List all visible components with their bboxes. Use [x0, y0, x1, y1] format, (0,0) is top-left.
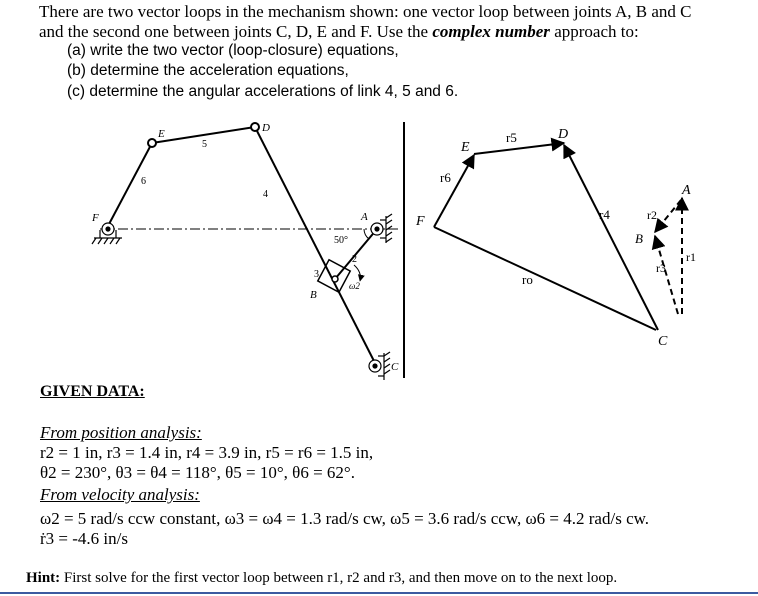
joint-b	[332, 276, 338, 282]
ground-f	[92, 223, 122, 244]
vec-label-ro: ro	[522, 272, 533, 287]
vector-r2	[655, 200, 681, 232]
vector-ro	[434, 227, 656, 330]
vec-label-r4: r4	[599, 207, 610, 222]
mech-label-e: E	[158, 128, 165, 140]
link-4	[255, 127, 375, 363]
position-line-1: r2 = 1 in, r3 = 1.4 in, r4 = 3.9 in, r5 = r6 = 1.5 in,	[40, 443, 374, 462]
vec-label-r5: r5	[506, 130, 517, 145]
hint	[26, 570, 617, 587]
mech-label-b: B	[310, 289, 317, 301]
vec-point-a: A	[682, 183, 691, 198]
mech-omega-label: ω2	[349, 281, 360, 291]
task-item-b: (b) determine the acceleration equations,	[67, 62, 349, 79]
position-heading: From position analysis:	[40, 423, 202, 442]
vector-r5	[474, 143, 564, 154]
vec-point-e: E	[461, 140, 470, 155]
angle-arc	[364, 229, 369, 239]
mech-link-5: 5	[202, 139, 207, 150]
mech-link-4: 4	[263, 189, 268, 200]
vector-r3	[655, 236, 678, 314]
joint-e	[148, 139, 156, 147]
task-item-a: (a) write the two vector (loop-closure) equations,	[67, 42, 399, 59]
mech-label-f: F	[92, 212, 99, 224]
vec-point-b: B	[635, 231, 643, 246]
mech-link-3: 3	[314, 269, 319, 280]
joint-d	[251, 123, 259, 131]
velocity-heading: From velocity analysis:	[40, 485, 200, 504]
position-line-2: θ2 = 230°, θ3 = θ4 = 118°, θ5 = 10°, θ6 = 62°.	[40, 463, 355, 482]
hint-label: Hint:	[26, 570, 61, 586]
ground-a	[371, 214, 392, 243]
vec-label-r6: r6	[440, 170, 451, 185]
vector-r6	[434, 155, 474, 227]
problem-line-2-pre: and the second one between joints C, D, E and F. Use the	[39, 22, 433, 41]
bottom-rule	[0, 592, 758, 594]
problem-line-1: There are two vector loops in the mechanism shown: one vector loop between joints A, B and C	[39, 2, 692, 21]
vector-r4	[564, 145, 658, 330]
complex-number-emphasis: complex number	[432, 22, 550, 41]
mechanism-sketch	[100, 123, 400, 363]
mech-angle-label: 50°	[334, 235, 348, 246]
mech-label-d: D	[262, 122, 270, 134]
velocity-line-1: ω2 = 5 rad/s ccw constant, ω3 = ω4 = 1.3 rad/s cw, ω5 = 3.6 rad/s ccw, ω6 = 4.2 rad/s cw.	[40, 509, 650, 528]
vector-loop-diagram	[434, 143, 682, 330]
omega-arrow	[354, 265, 360, 281]
given-heading: GIVEN DATA:	[40, 383, 145, 400]
vec-point-d: D	[558, 127, 569, 142]
vec-label-r1: r1	[686, 250, 696, 264]
vec-label-r3: r3	[656, 261, 666, 275]
velocity-line-2: ṙ3 = -4.6 in/s	[40, 529, 128, 548]
problem-line-2-post: approach to:	[549, 22, 639, 41]
vec-point-f: F	[416, 214, 425, 229]
task-item-c: (c) determine the angular accelerations of link 4, 5 and 6.	[67, 83, 459, 100]
vec-label-r2: r2	[647, 208, 657, 222]
hint-text: First solve for the first vector loop between r1, r2 and r3, and then move on to the next loop.	[60, 570, 618, 586]
mech-link-2: 2	[352, 254, 357, 265]
mech-label-c: C	[391, 361, 399, 373]
mech-link-6: 6	[141, 176, 146, 187]
vec-point-c: C	[658, 334, 668, 349]
mech-label-a: A	[361, 211, 368, 223]
